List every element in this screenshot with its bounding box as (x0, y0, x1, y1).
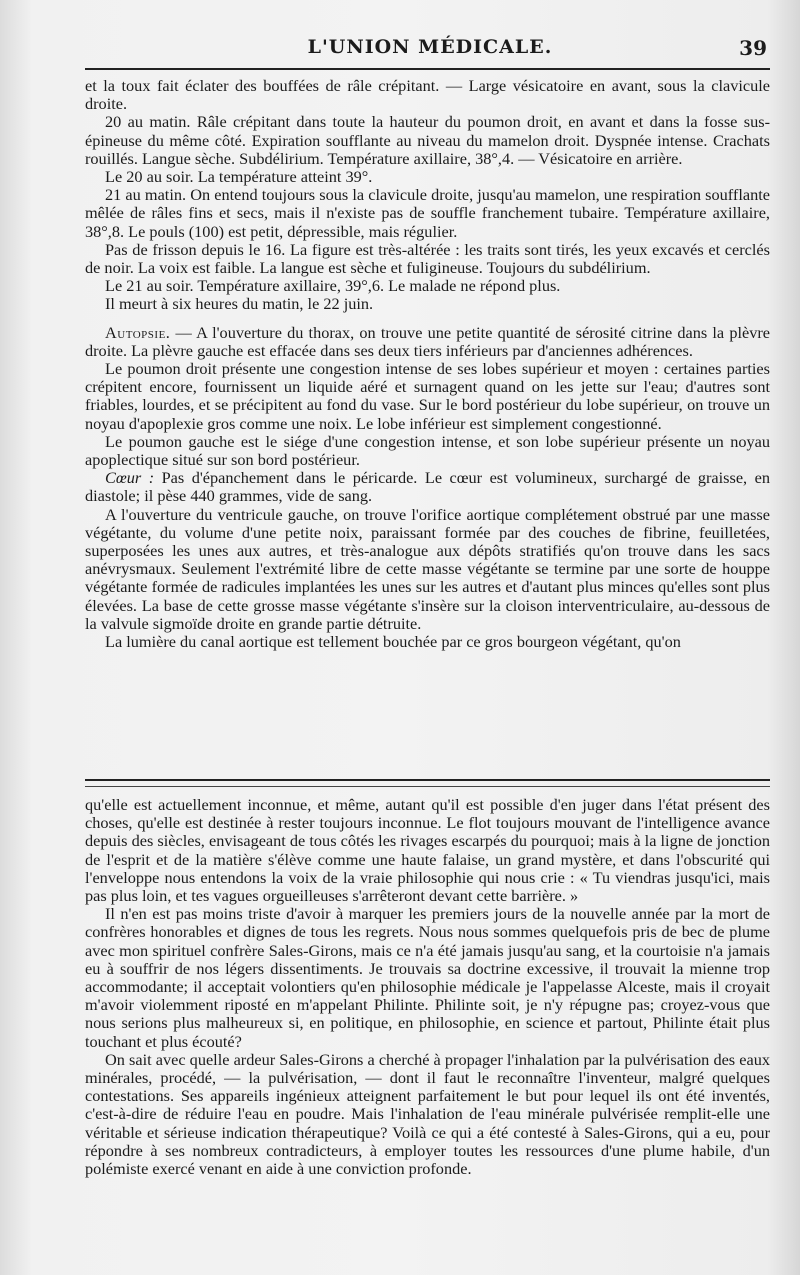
autopsy-paragraph (85, 324, 770, 360)
coeur-label: Cœur : (105, 468, 155, 488)
paragraph: et la toux fait éclater des bouffées de râle crépitant. — Large vésicatoire en avant, sous la clavicule droite. (85, 76, 770, 114)
heart-paragraph (85, 469, 770, 505)
coeur-text: Pas d'épanchement dans le péricarde. Le cœur est volumineux, surchargé de graisse, en diastole; il pèse 440 grammes, vide de sang. (85, 468, 770, 506)
paragraph: Le 21 au soir. Température axillaire, 39°,6. Le malade ne répond plus. (105, 276, 561, 296)
autopsy-label: Autopsie. (105, 322, 171, 342)
paragraph: Il meurt à six heures du matin, le 22 juin. (105, 294, 374, 314)
journal-title: L'UNION MÉDICALE. (307, 36, 553, 58)
paragraph: On sait avec quelle ardeur Sales-Girons a cherché à propager l'inhalation par la pulvérisation des eaux minérales, procédé, — la pulvérisation, — dont il faut le reconnaître l'inventeur, malgré quelques contestations. Ses appareils ingénieux atteignent parfaitement le but pour lequel ils ont été inventés, c'est-à-dire de réduire l'eau en poudre. Mais l'inhalation de l'eau minérale pulvérisée remplit-elle une véritable et sérieuse indication thérapeutique? Voilà ce qui a été contesté à Sales-Girons, qui a eu, pour répondre à ses nombreux contradicteurs, à employer toutes les ressources d'une plume habile, d'un polémiste exercé venant en aide à une conviction profonde. (85, 1049, 770, 1179)
paragraph: Le poumon droit présente une congestion intense de ses lobes supérieur et moyen : certaines parties crépitent encore, fournissent un liquide aéré et surnagent quand on les jette sur l'eau; d'autres sont friables, lourdes, et se précipitent au fond du vase. Sur le bord postérieur du lobe supérieur, on trouve un noyau d'apoplexie gros comme une noix. Le lobe inférieur est simplement congestionné. (85, 359, 770, 433)
paragraph: Le poumon gauche est le siége d'une congestion intense, et son lobe supérieur présente un noyau apoplectique situé sur son bord postérieur. (85, 431, 770, 470)
paragraph: 21 au matin. On entend toujours sous la clavicule droite, jusqu'au mamelon, une respiration soufflante mêlée de râles fins et secs, mais il n'existe pas de souffle franchement tubaire. Température axillaire, 38°,8. Le pouls (100) est petit, dépressible, mais régulier. (85, 185, 770, 241)
paragraph: Il n'en est pas moins triste d'avoir à marquer les premiers jours de la nouvelle année par la mort de confrères honorables et dignes de tous les regrets. Nous nous sommes quelquefois pris de bec de plume avec mon spirituel confrère Sales-Girons, mais ce n'a été jamais jusqu'au sang, et la courtoisie n'a jamais eu à souffrir de nos légers dissentiments. Je trouvais sa doctrine excessive, il trouvait la mienne trop accommodante; il acceptait volontiers qu'en philosophie médicale je l'appelasse Alceste, mais il croyait m'avoir violemment riposté en m'appelant Philinte. Philinte soit, je n'y répugne pas; croyez-vous que nous serions plus malheureux si, en politique, en philosophie, en science et partout, Philinte était plus touchant et plus écouté? (85, 904, 770, 1051)
section-divider (85, 779, 770, 787)
paragraph: A l'ouverture du ventricule gauche, on trouve l'orifice aortique complétement obstrué par une masse végétante, du volume d'une petite noix, paraissant formée par des couches de fibrine, feuilletées, superposées les unes aux autres, et très-analogue aux dépôts stratifiés qu'on trouve dans les sacs anévrysmaux. Seulement l'extrémité libre de cette masse végétante se termine par une sorte de houppe végétante formée de radicules implantées les unes sur les autres et d'autant plus minces qu'elles sont plus élevées. La base de cette grosse masse végétante s'insère sur la cloison interventriculaire, au-dessous de la valvule sigmoïde droite en grande partie détruite. (85, 504, 770, 633)
header-rule (85, 68, 770, 70)
autopsy-text: — A l'ouverture du thorax, on trouve une petite quantité de sérosité citrine dans la plèvre droite. La plèvre gauche est effacée dans ses deux tiers inférieurs par d'anciennes adhérences. (85, 322, 770, 360)
paragraph: Pas de frisson depuis le 16. La figure est très-altérée : les traits sont tirés, les yeux excavés et cerclés de noir. La voix est faible. La langue est sèche et fuligineuse. Toujours du subdélirium. (85, 239, 770, 278)
paragraph: La lumière du canal aortique est tellement bouchée par ce gros bourgeon végétant, qu'on (105, 632, 681, 652)
clinical-case-column (85, 77, 770, 651)
paragraph: Le 20 au soir. La température atteint 39°. (105, 167, 373, 187)
paragraph: qu'elle est actuellement inconnue, et même, autant qu'il est possible d'en juger dans l'état présent des choses, qu'elle est destinée à rester toujours inconnue. Le flot toujours mouvant de l'intelligence avance depuis des siècles, envisageant de tous côtés les rivages escarpés du pourquoi; mais à la ligne de jonction de l'esprit et de la matière s'élève comme une haute falaise, un grand mystère, et dans l'obscurité qui l'enveloppe nous entendons la voix de la vraie philosophie qui nous crie : « Tu viendras jusqu'ici, mais pas plus loin, et tes vagues orgueilleuses s'arrêteront devant cette barrière. » (85, 795, 770, 906)
page-number: 39 (739, 36, 767, 60)
paragraph: 20 au matin. Râle crépitant dans toute la hauteur du poumon droit, en avant et dans la fosse sus-épineuse du même côté. Expiration soufflante au niveau du mamelon droit. Dyspnée intense. Crachats rouillés. Langue sèche. Subdélirium. Température axillaire, 38°,4. — Vésicatoire en arrière. (85, 112, 770, 168)
running-header (85, 28, 775, 68)
feuilleton-column (85, 796, 770, 1178)
